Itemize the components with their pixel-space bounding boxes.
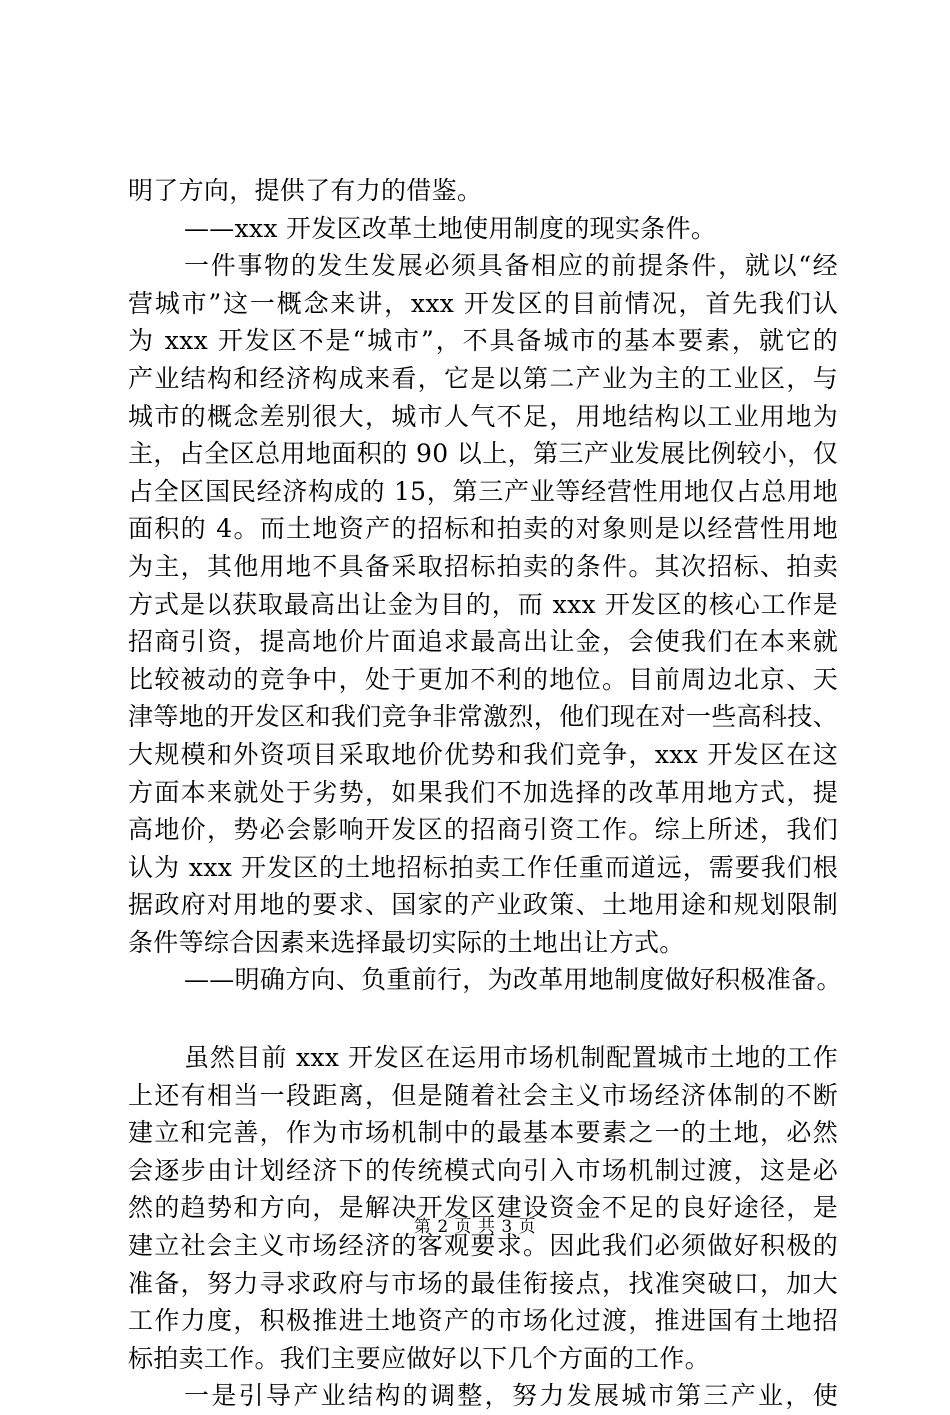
text-line: 占全区国民经济构成的 15，第三产业等经营性用地仅占总用地: [128, 476, 838, 506]
text-line: 方式是以获取最高出让金为目的，而 xxx 开发区的核心工作是: [128, 589, 838, 619]
text-line: 一是引导产业结构的调整，努力发展城市第三产业，使: [184, 1381, 838, 1411]
text-line: 认为 xxx 开发区的土地招标拍卖工作任重而道远，需要我们根: [128, 852, 838, 882]
text-line: 为 xxx 开发区不是“城市”，不具备城市的基本要素，就它的: [128, 326, 838, 356]
text-line: 为主，其他用地不具备采取招标拍卖的条件。其次招标、拍卖: [128, 551, 838, 581]
text-line: 建立社会主义市场经济的客观要求。因此我们必须做好积极的: [128, 1231, 838, 1261]
text-line: 产业结构和经济构成来看，它是以第二产业为主的工业区，与: [128, 363, 838, 393]
text-line: 营城市”这一概念来讲，xxx 开发区的目前情况，首先我们认: [128, 288, 838, 318]
page-footer: [0, 1216, 950, 1238]
text-line: 明了方向，提供了有力的借鉴。: [128, 176, 483, 205]
page-number: 第 2 页 共 3 页: [413, 1217, 537, 1237]
text-line: 一件事物的发生发展必须具备相应的前提条件，就以“经: [184, 251, 838, 281]
text-line: 据政府对用地的要求、国家的产业政策、土地用途和规划限制: [128, 890, 838, 920]
text-line: 主，占全区总用地面积的 90 以上，第三产业发展比例较小，仅: [128, 439, 838, 469]
section-heading: ——明确方向、负重前行，为改革用地制度做好积极准备。: [184, 965, 842, 995]
text-line: 城市的概念差别很大，城市人气不足，用地结构以工业用地为: [128, 401, 838, 431]
text-line: 大规模和外资项目采取地价优势和我们竞争，xxx 开发区在这: [128, 739, 838, 769]
text-line: 面积的 4。而土地资产的招标和拍卖的对象则是以经营性用地: [128, 514, 838, 544]
text-line: 高地价，势必会影响开发区的招商引资工作。综上所述，我们: [128, 815, 838, 845]
text-line: 上还有相当一段距离，但是随着社会主义市场经济体制的不断: [128, 1080, 838, 1110]
text-line: 方面本来就处于劣势，如果我们不加选择的改革用地方式，提: [128, 777, 838, 807]
text-line: 比较被动的竞争中，处于更加不利的地位。目前周边北京、天: [128, 664, 838, 694]
text-line: 津等地的开发区和我们竞争非常激烈，他们现在对一些高科技、: [128, 702, 838, 732]
text-line: 准备，努力寻求政府与市场的最佳衔接点，找准突破口，加大: [128, 1268, 838, 1298]
text-line: 条件等综合因素来选择最切实际的土地出让方式。: [128, 927, 685, 957]
paragraph-spacer: [128, 999, 838, 1039]
text-line: 标拍卖工作。我们主要应做好以下几个方面的工作。: [128, 1343, 710, 1373]
text-line: 虽然目前 xxx 开发区在运用市场机制配置城市土地的工作: [184, 1043, 838, 1073]
text-line: 工作力度，积极推进土地资产的市场化过渡，推进国有土地招: [128, 1306, 838, 1336]
text-line: 招商引资，提高地价片面追求最高出让金，会使我们在本来就: [128, 627, 838, 657]
text-line: 建立和完善，作为市场机制中的最基本要素之一的土地，必然: [128, 1118, 838, 1148]
text-line: 然的趋势和方向，是解决开发区建设资金不足的良好途径，是: [128, 1193, 838, 1223]
text-line: 会逐步由计划经济下的传统模式向引入市场机制过渡，这是必: [128, 1155, 838, 1185]
section-heading: ——xxx 开发区改革土地使用制度的现实条件。: [184, 213, 717, 243]
